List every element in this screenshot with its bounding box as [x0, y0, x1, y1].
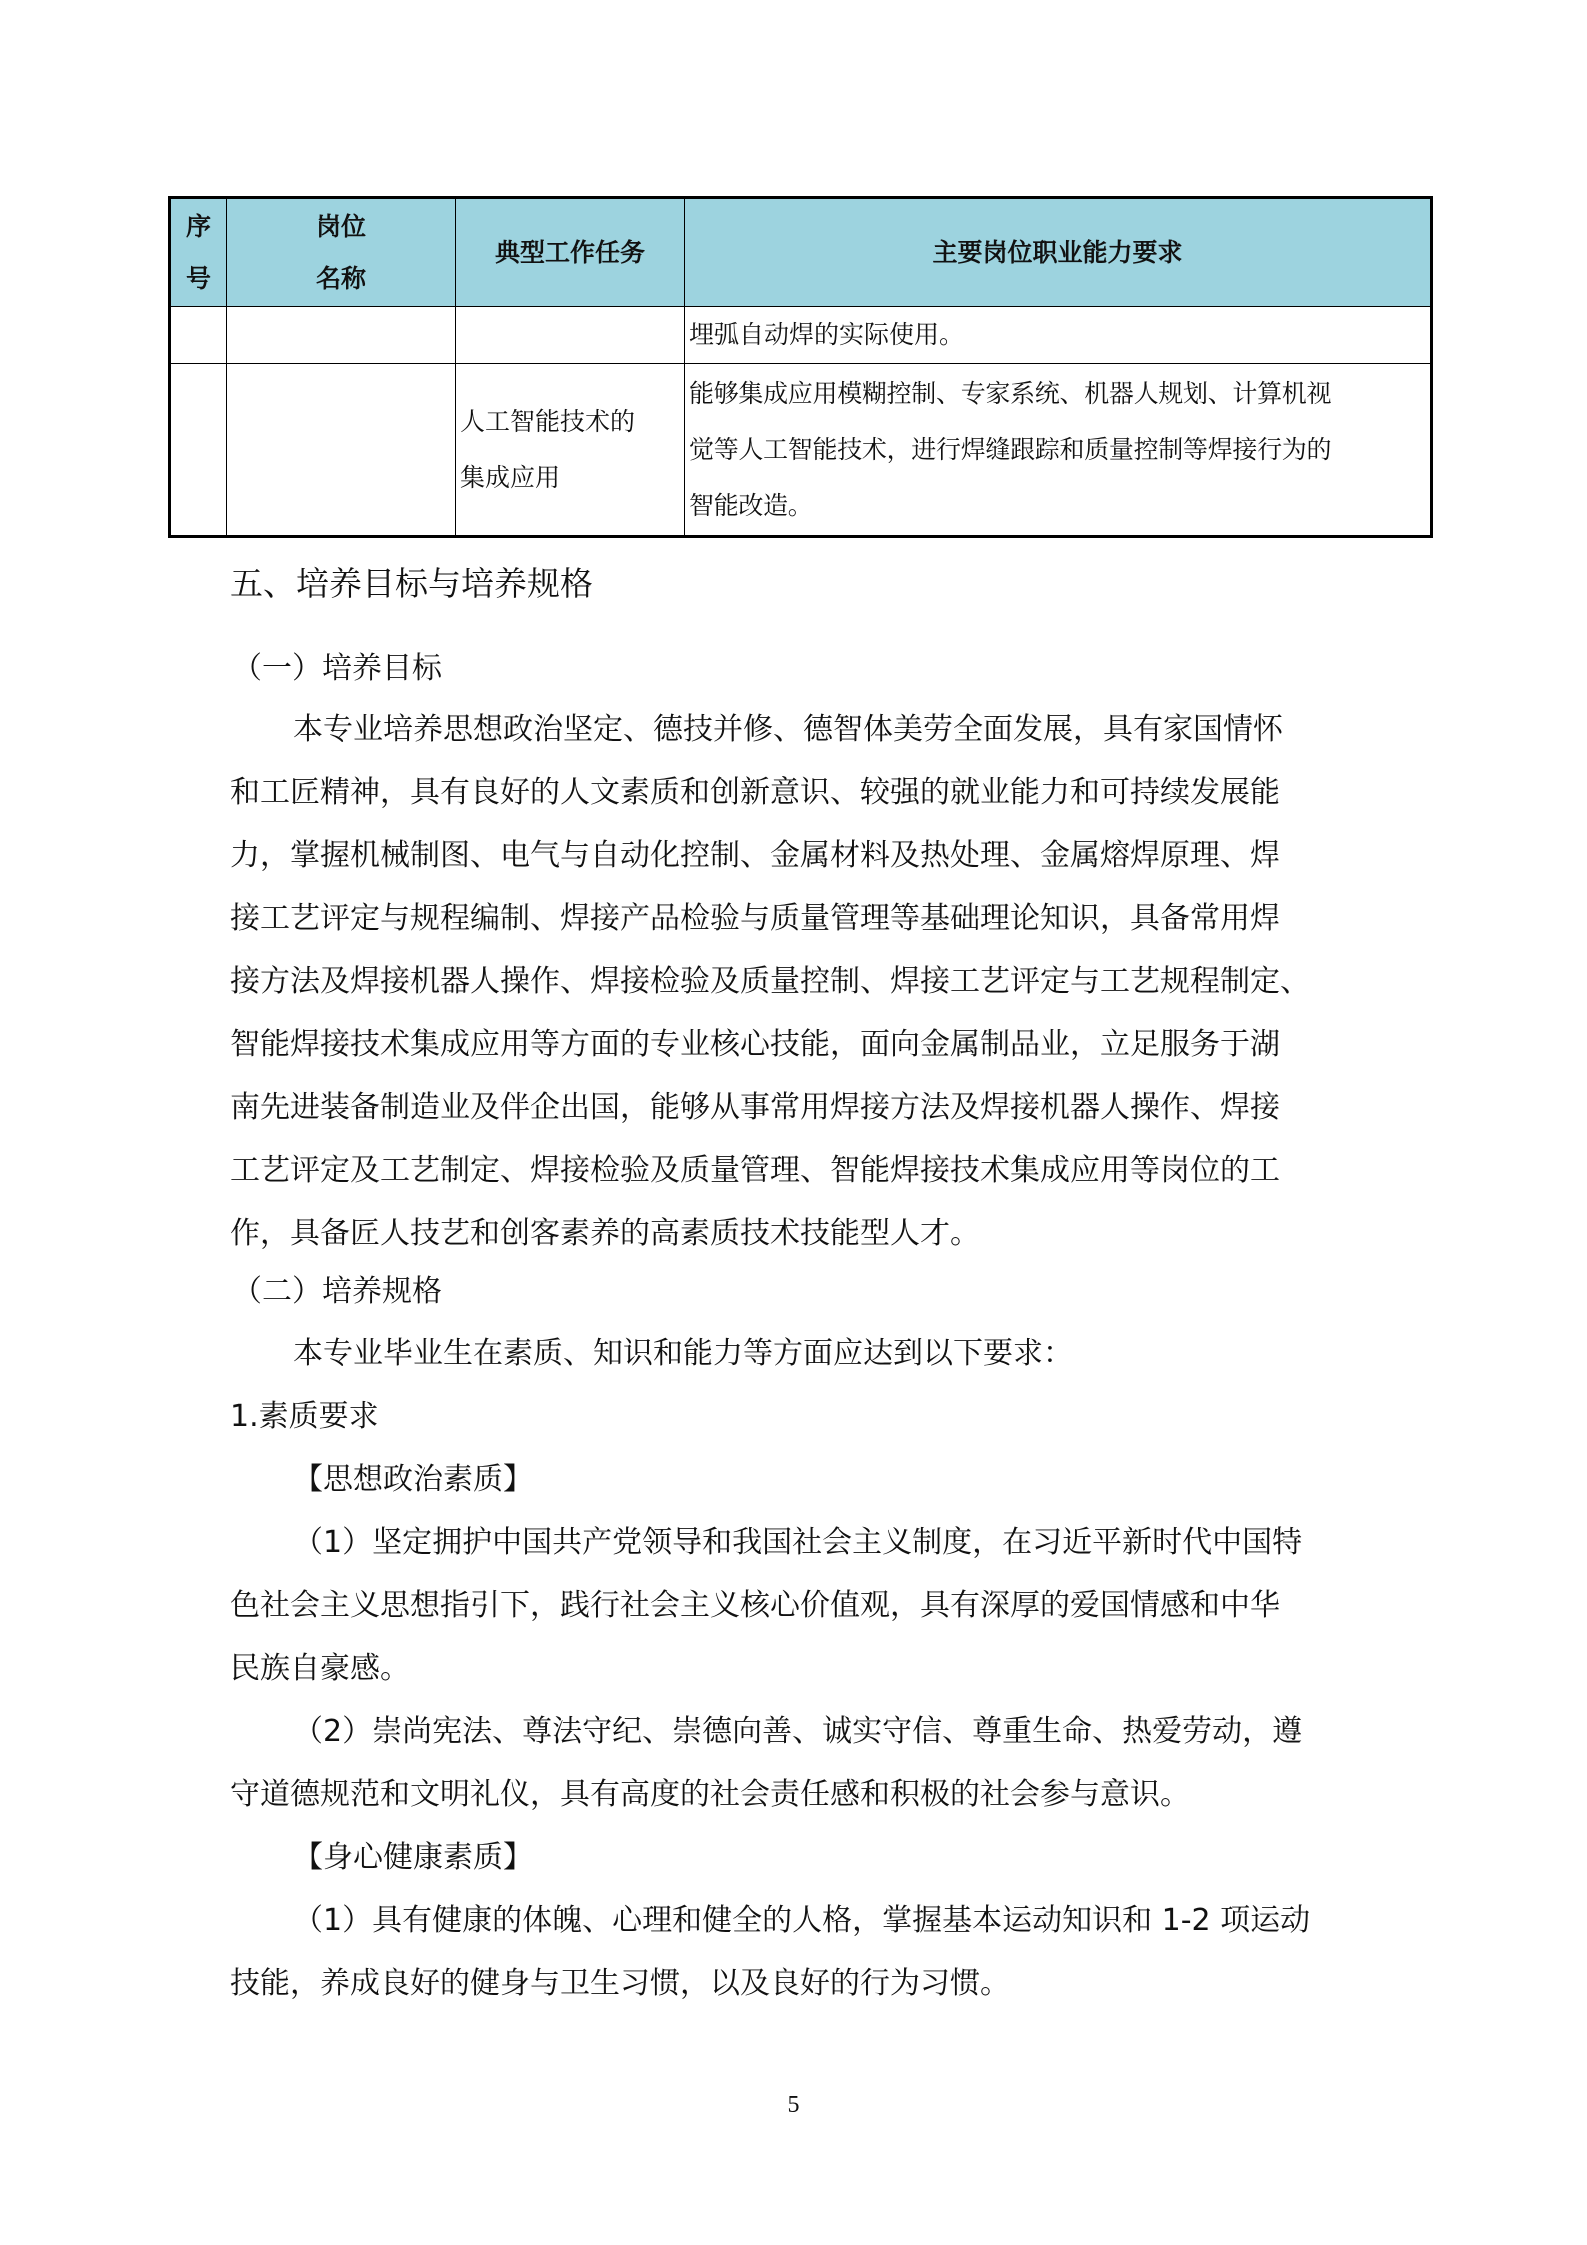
cell-ability	[685, 307, 1432, 364]
spec-intro: 本专业毕业生在素质、知识和能力等方面应达到以下要求：	[293, 1336, 1073, 1371]
cell-ability	[685, 364, 1432, 537]
goal-paragraph-line: 工艺评定及工艺制定、焊接检验及质量管理、智能焊接技术集成应用等岗位的工	[230, 1153, 1280, 1188]
political-quality-heading: 【思想政治素质】	[293, 1462, 533, 1497]
cell-ability-line: 觉等人工智能技术，进行焊缝跟踪和质量控制等焊接行为的	[689, 434, 1332, 464]
page-number: 5	[787, 2092, 800, 2118]
health-item-1-line: 技能，养成良好的健身与卫生习惯，以及良好的行为习惯。	[230, 1966, 1010, 2001]
goal-paragraph-line: 本专业培养思想政治坚定、德技并修、德智体美劳全面发展，具有家国情怀	[293, 712, 1283, 747]
post-ability-table	[168, 196, 1433, 538]
header-index-line: 号	[185, 263, 211, 293]
cell-post-name	[227, 307, 456, 364]
cell-ability-line: 智能改造。	[689, 490, 813, 520]
political-item-1-line: 民族自豪感。	[230, 1651, 410, 1686]
goal-paragraph-line: 和工匠精神，具有良好的人文素质和创新意识、较强的就业能力和可持续发展能	[230, 775, 1280, 810]
cell-task	[456, 364, 685, 537]
header-post-name	[227, 198, 456, 307]
cell-post-name	[227, 364, 456, 537]
goal-paragraph-line: 接方法及焊接机器人操作、焊接检验及质量控制、焊接工艺评定与工艺规程制定、	[230, 964, 1310, 999]
health-quality-heading: 【身心健康素质】	[293, 1840, 533, 1875]
goal-paragraph-line: 作，具备匠人技艺和创客素养的高素质技术技能型人才。	[230, 1216, 980, 1251]
header-index-line: 序	[185, 211, 211, 241]
political-item-1-line: 色社会主义思想指引下，践行社会主义核心价值观，具有深厚的爱国情感和中华	[230, 1588, 1280, 1623]
goal-paragraph-line: 智能焊接技术集成应用等方面的专业核心技能，面向金属制品业，立足服务于湖	[230, 1027, 1280, 1062]
header-index	[170, 198, 227, 307]
header-post-name-line: 岗位	[315, 211, 366, 241]
section-title: 五、培养目标与培养规格	[230, 564, 593, 603]
goal-heading: （一）培养目标	[232, 651, 442, 686]
cell-task-line: 集成应用	[460, 462, 561, 492]
table-header-row	[170, 198, 1432, 307]
header-ability: 主要岗位职业能力要求	[685, 198, 1432, 307]
spec-heading: （二）培养规格	[232, 1274, 442, 1309]
quality-heading: 1.素质要求	[230, 1399, 379, 1434]
health-item-1-line: （1）具有健康的体魄、心理和健全的人格，掌握基本运动知识和 1-2 项运动	[293, 1903, 1311, 1938]
political-item-2-line: 守道德规范和文明礼仪，具有高度的社会责任感和积极的社会参与意识。	[230, 1777, 1190, 1812]
political-item-1-line: （1）坚定拥护中国共产党领导和我国社会主义制度，在习近平新时代中国特	[293, 1525, 1303, 1560]
table-row	[170, 307, 1432, 364]
cell-ability-line: 埋弧自动焊的实际使用。	[689, 320, 965, 349]
cell-ability-line: 能够集成应用模糊控制、专家系统、机器人规划、计算机视	[689, 378, 1332, 408]
cell-task	[456, 307, 685, 364]
goal-paragraph-line: 接工艺评定与规程编制、焊接产品检验与质量管理等基础理论知识，具备常用焊	[230, 901, 1280, 936]
header-typical-task: 典型工作任务	[456, 198, 685, 307]
political-item-2-line: （2）崇尚宪法、尊法守纪、崇德向善、诚实守信、尊重生命、热爱劳动，遵	[293, 1714, 1303, 1749]
goal-paragraph-line: 力，掌握机械制图、电气与自动化控制、金属材料及热处理、金属熔焊原理、焊	[230, 838, 1280, 873]
cell-index	[170, 307, 227, 364]
table-row	[170, 364, 1432, 537]
goal-paragraph-line: 南先进装备制造业及伴企出国，能够从事常用焊接方法及焊接机器人操作、焊接	[230, 1090, 1280, 1125]
cell-task-line: 人工智能技术的	[460, 406, 636, 436]
header-post-name-line: 名称	[315, 263, 366, 293]
cell-index	[170, 364, 227, 537]
